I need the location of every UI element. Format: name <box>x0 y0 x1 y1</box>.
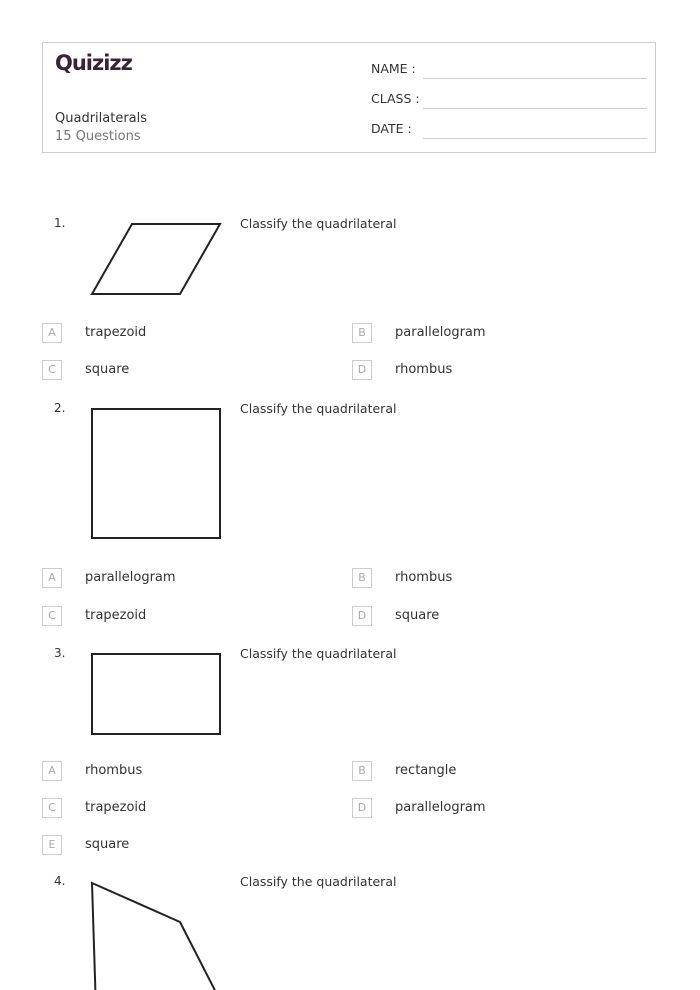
question-text: Classify the quadrilateral <box>240 874 397 889</box>
quizizz-logo: Quizizz <box>55 51 132 75</box>
option-text: rhombus <box>395 362 453 377</box>
option-letter-box: B <box>352 761 372 781</box>
q3-rectangle-shape <box>92 654 220 734</box>
name-label: NAME : <box>371 61 416 76</box>
option-letter-box: C <box>42 606 62 626</box>
option-letter-box: A <box>42 761 62 781</box>
option-letter-box: B <box>352 323 372 343</box>
class-label: CLASS : <box>371 91 420 106</box>
question-text: Classify the quadrilateral <box>240 646 397 661</box>
option-letter-box: A <box>42 323 62 343</box>
option-text: square <box>395 608 440 623</box>
question-count: 15 Questions <box>55 129 141 144</box>
option-letter-box: B <box>352 568 372 588</box>
option-letter-box: A <box>42 568 62 588</box>
worksheet-title: Quadrilaterals <box>55 111 148 126</box>
question-number: 1. <box>54 216 66 230</box>
option-text: trapezoid <box>85 608 147 623</box>
q1-parallelogram-shape <box>92 224 220 294</box>
question-number: 4. <box>54 874 66 888</box>
option-text: parallelogram <box>395 800 486 815</box>
question-number: 2. <box>54 401 66 415</box>
question-number: 3. <box>54 646 66 660</box>
option-text: square <box>85 837 130 852</box>
option-text: square <box>85 362 130 377</box>
q2-square-shape <box>92 409 220 538</box>
question-text: Classify the quadrilateral <box>240 216 397 231</box>
option-letter-box: D <box>352 360 372 380</box>
option-text: parallelogram <box>395 325 486 340</box>
option-letter-box: D <box>352 798 372 818</box>
option-text: trapezoid <box>85 325 147 340</box>
date-label: DATE : <box>371 121 412 136</box>
option-text: rhombus <box>395 570 453 585</box>
option-letter-box: C <box>42 798 62 818</box>
option-letter-box: C <box>42 360 62 380</box>
option-text: rhombus <box>85 763 143 778</box>
option-text: rectangle <box>395 763 457 778</box>
option-letter-box: D <box>352 606 372 626</box>
q4-quadrilateral-shape <box>92 883 225 990</box>
question-text: Classify the quadrilateral <box>240 401 397 416</box>
option-text: trapezoid <box>85 800 147 815</box>
option-text: parallelogram <box>85 570 176 585</box>
option-letter-box: E <box>42 835 62 855</box>
